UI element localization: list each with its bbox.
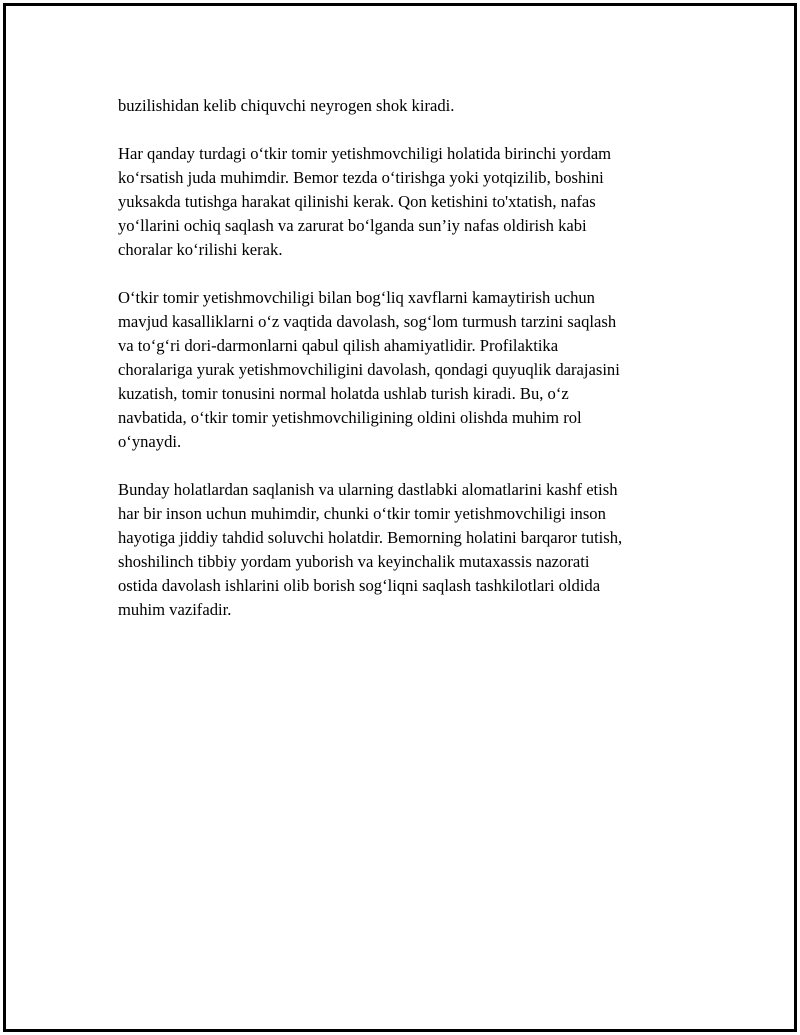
paragraph-continuation: buzilishidan kelib chiquvchi neyrogen shok kiradi. — [118, 96, 455, 115]
paragraph-conclusion: Bunday holatlardan saqlanish va ularning dastlabki alomatlarini kashf etish har bir inson uchun muhimdir, chunki o‘tkir tomir yetishmovchiligi inson hayotiga jiddiy tahdid soluvchi holatdir. Bemorning holatini barqaror tutish, shoshilinch tibbiy yordam yuborish va keyinchalik mutaxassis nazorati ostida davolash ishlarini olib borish sog‘liqni saqlash tashkilotlari oldida muhim vazifadir. — [118, 480, 623, 619]
paragraph-prevention: O‘tkir tomir yetishmovchiligi bilan bog‘liq xavflarni kamaytirish uchun mavjud kasalliklarni o‘z vaqtida davolash, sog‘lom turmush tarzini saqlash va to‘g‘ri dori-darmonlarni qabul qilish ahamiyatlidir. Profilaktika choralariga yurak yetishmovchiligini davolash, qondagi quyuqlik darajasini kuzatish, tomir tonusini normal holatda ushlab turish kiradi. Bu, o‘z navbatida, o‘tkir tomir yetishmovchiligining oldini olishda muhim rol o‘ynaydi. — [118, 288, 620, 451]
paragraph-first-aid: Har qanday turdagi o‘tkir tomir yetishmovchiligi holatida birinchi yordam ko‘rsatish juda muhimdir. Bemor tezda o‘tirishga yoki yotqizilib, boshini yuksakda tutishga harakat qilinishi kerak. Qon ketishini to'xtatish, nafas yo‘llarini ochiq saqlash va zarurat bo‘lganda sun’iy nafas oldirish kabi choralar ko‘rilishi kerak. — [118, 144, 612, 259]
document-body — [118, 94, 688, 646]
